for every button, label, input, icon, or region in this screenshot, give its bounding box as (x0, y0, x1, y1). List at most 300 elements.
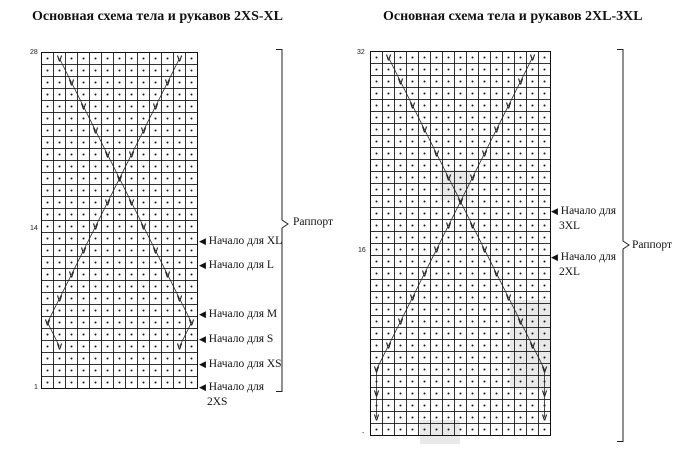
knit-stitch-dot (424, 93, 426, 95)
chart-cell (467, 52, 479, 64)
knit-stitch-dot (167, 214, 169, 216)
knit-stitch-dot (107, 190, 109, 192)
knit-stitch-dot (496, 177, 498, 179)
knit-stitch-dot (448, 93, 450, 95)
knit-stitch-dot (412, 165, 414, 167)
knit-stitch-dot (131, 334, 133, 336)
chart-cell (66, 101, 78, 113)
chart-cell (443, 388, 455, 400)
knit-stitch-dot (83, 370, 85, 372)
knit-stitch-dot (376, 261, 378, 263)
knit-stitch-dot (448, 429, 450, 431)
chart-cell (114, 293, 126, 305)
knit-stitch-dot (179, 310, 181, 312)
chart-cell (539, 220, 551, 232)
knit-stitch-dot (95, 358, 97, 360)
knit-stitch-dot (484, 237, 486, 239)
knit-stitch-dot (436, 261, 438, 263)
chart-cell (455, 340, 467, 352)
knit-stitch-dot (412, 213, 414, 215)
knit-stitch-dot (167, 70, 169, 72)
knit-stitch-dot (47, 166, 49, 168)
knit-stitch-dot (131, 322, 133, 324)
arrow-left-icon: ◀ (551, 206, 558, 216)
knit-stitch-dot (496, 309, 498, 311)
knit-stitch-dot (520, 105, 522, 107)
chart-cell (42, 233, 54, 245)
chart-cell (186, 185, 198, 197)
slip-stitch-symbol: V (56, 294, 63, 304)
chart-cell (395, 208, 407, 220)
knit-stitch-dot (460, 141, 462, 143)
chart-cell (138, 77, 150, 89)
chart-cell (162, 353, 174, 365)
knit-stitch-dot (520, 177, 522, 179)
knit-stitch-dot (388, 357, 390, 359)
knit-stitch-dot (179, 118, 181, 120)
chart-cell (443, 352, 455, 364)
knit-stitch-dot (508, 225, 510, 227)
chart-cell (467, 280, 479, 292)
knit-stitch-dot (448, 417, 450, 419)
knit-stitch-dot (83, 298, 85, 300)
chart-cell (503, 388, 515, 400)
chart-cell (407, 148, 419, 160)
knit-stitch-dot (532, 405, 534, 407)
chart-cell (90, 329, 102, 341)
chart-cell (383, 112, 395, 124)
knit-stitch-dot (47, 190, 49, 192)
chart-cell (431, 388, 443, 400)
chart-cell (515, 292, 527, 304)
knit-stitch-dot (400, 201, 402, 203)
knit-stitch-dot (47, 358, 49, 360)
knit-stitch-dot (143, 358, 145, 360)
knit-stitch-dot (472, 249, 474, 251)
knit-stitch-dot (95, 118, 97, 120)
knit-stitch-dot (388, 129, 390, 131)
knit-stitch-dot (484, 273, 486, 275)
chart-cell (479, 424, 491, 436)
chart-cell (371, 424, 383, 436)
knit-stitch-dot (388, 153, 390, 155)
knit-stitch-dot (143, 70, 145, 72)
chart-cell (527, 136, 539, 148)
knit-stitch-dot (520, 249, 522, 251)
knit-stitch-dot (436, 405, 438, 407)
knit-stitch-dot (520, 117, 522, 119)
knit-stitch-dot (508, 309, 510, 311)
knit-stitch-dot (191, 286, 193, 288)
chart-cell (66, 353, 78, 365)
chart-cell (42, 77, 54, 89)
knit-stitch-dot (155, 382, 157, 384)
chart-cell (539, 424, 551, 436)
knit-stitch-dot (119, 358, 121, 360)
chart-cell (455, 172, 467, 184)
chart-cell (90, 281, 102, 293)
knit-stitch-dot (95, 214, 97, 216)
slip-stitch-symbol: V (164, 78, 171, 88)
knit-stitch-dot (131, 358, 133, 360)
slip-stitch-symbol: V (92, 222, 99, 232)
chart-cell (90, 197, 102, 209)
chart-cell (407, 376, 419, 388)
knit-stitch-dot (71, 154, 73, 156)
knit-stitch-dot (424, 225, 426, 227)
knit-stitch-dot (448, 321, 450, 323)
knit-stitch-dot (83, 202, 85, 204)
chart-cell (419, 76, 431, 88)
knit-stitch-dot (95, 370, 97, 372)
chart-cell (138, 293, 150, 305)
chart-cell (503, 124, 515, 136)
knit-stitch-dot (376, 165, 378, 167)
chart-cell (90, 257, 102, 269)
chart-cell (383, 364, 395, 376)
chart-cell (138, 353, 150, 365)
knit-stitch-dot (508, 345, 510, 347)
chart-cell (443, 148, 455, 160)
knit-stitch-dot (191, 370, 193, 372)
chart-cell (503, 400, 515, 412)
chart-cell (431, 88, 443, 100)
chart-cell (491, 412, 503, 424)
knit-stitch-dot (107, 382, 109, 384)
knit-stitch-dot (95, 298, 97, 300)
chart-cell (395, 256, 407, 268)
knit-stitch-dot (544, 177, 546, 179)
knit-stitch-dot (179, 286, 181, 288)
chart-cell (491, 328, 503, 340)
chart-cell (455, 376, 467, 388)
knit-stitch-dot (448, 57, 450, 59)
chart-cell (66, 317, 78, 329)
knit-stitch-dot (520, 393, 522, 395)
knit-stitch-dot (508, 189, 510, 191)
knit-stitch-dot (119, 58, 121, 60)
knit-stitch-dot (448, 153, 450, 155)
knit-stitch-dot (460, 309, 462, 311)
knit-stitch-dot (544, 201, 546, 203)
chart-cell (383, 208, 395, 220)
knit-stitch-dot (131, 94, 133, 96)
knit-stitch-dot (484, 309, 486, 311)
chart-cell (419, 220, 431, 232)
chart-cell (371, 244, 383, 256)
chart-cell (503, 64, 515, 76)
chart-cell (467, 412, 479, 424)
knit-stitch-dot (155, 214, 157, 216)
chart-cell (467, 136, 479, 148)
chart-cell (527, 148, 539, 160)
knit-stitch-dot (83, 178, 85, 180)
knit-stitch-dot (107, 322, 109, 324)
knit-stitch-dot (472, 153, 474, 155)
chart-cell (102, 317, 114, 329)
knit-stitch-dot (388, 213, 390, 215)
knit-stitch-dot (436, 225, 438, 227)
slip-stitch-symbol: V (409, 293, 416, 303)
chart-cell (431, 52, 443, 64)
chart-cell (371, 328, 383, 340)
chart-cell (138, 101, 150, 113)
chart-cell (102, 125, 114, 137)
chart-cell (431, 184, 443, 196)
chart-cell (126, 221, 138, 233)
knit-stitch-dot (155, 286, 157, 288)
chart-cell (539, 100, 551, 112)
knit-stitch-dot (95, 58, 97, 60)
knit-stitch-dot (424, 165, 426, 167)
chart-cell (491, 388, 503, 400)
chart-cell (455, 244, 467, 256)
knit-stitch-dot (484, 165, 486, 167)
knit-stitch-dot (388, 381, 390, 383)
slip-stitch-symbol: V (421, 269, 428, 279)
slip-stitch-symbol: V (517, 77, 524, 87)
knit-stitch-dot (47, 274, 49, 276)
chart-cell (371, 172, 383, 184)
arrow-left-icon: ◀ (199, 382, 206, 392)
knit-stitch-dot (143, 154, 145, 156)
knit-stitch-dot (532, 129, 534, 131)
knit-stitch-dot (131, 346, 133, 348)
slip-stitch-symbol: V (176, 294, 183, 304)
chart-cell (102, 245, 114, 257)
chart-cell (102, 281, 114, 293)
knit-stitch-dot (47, 238, 49, 240)
chart-cell (419, 160, 431, 172)
knit-stitch-dot (143, 274, 145, 276)
knit-stitch-dot (83, 58, 85, 60)
knit-stitch-dot (179, 94, 181, 96)
chart-cell (455, 100, 467, 112)
knit-stitch-dot (143, 94, 145, 96)
chart-cell (407, 256, 419, 268)
slip-stitch-symbol: V (517, 317, 524, 327)
chart-cell (150, 137, 162, 149)
chart-cell (162, 197, 174, 209)
chart-cell (126, 281, 138, 293)
knit-stitch-dot (436, 165, 438, 167)
knit-stitch-dot (131, 190, 133, 192)
chart-cell (126, 65, 138, 77)
chart-cell (431, 316, 443, 328)
chart-cell (491, 232, 503, 244)
knit-stitch-dot (400, 381, 402, 383)
knit-stitch-dot (436, 129, 438, 131)
chart-cell (174, 245, 186, 257)
chart-cell (138, 197, 150, 209)
chart-cell (174, 161, 186, 173)
chart-cell (150, 377, 162, 389)
arrow-left-icon: ◀ (199, 236, 206, 246)
chart-cell (407, 184, 419, 196)
chart-cell (515, 208, 527, 220)
knit-stitch-dot (107, 250, 109, 252)
knit-stitch-dot (448, 81, 450, 83)
chart-cell (539, 256, 551, 268)
chart-cell (90, 365, 102, 377)
knit-stitch-dot (143, 382, 145, 384)
knit-stitch-dot (400, 417, 402, 419)
knit-stitch-dot (83, 346, 85, 348)
knit-stitch-dot (472, 381, 474, 383)
knit-stitch-dot (83, 82, 85, 84)
knit-stitch-dot (424, 153, 426, 155)
knit-stitch-dot (131, 166, 133, 168)
chart-cell (491, 100, 503, 112)
knit-stitch-dot (59, 94, 61, 96)
chart-cell (395, 376, 407, 388)
chart-cell (138, 317, 150, 329)
knit-stitch-dot (544, 225, 546, 227)
knit-stitch-dot (472, 333, 474, 335)
knit-stitch-dot (376, 81, 378, 83)
chart-cell (455, 304, 467, 316)
chart-cell (186, 89, 198, 101)
knit-stitch-dot (508, 369, 510, 371)
chart-cell (503, 340, 515, 352)
left-rapport-bracket (276, 49, 290, 392)
chart-cell (539, 244, 551, 256)
knit-stitch-dot (119, 370, 121, 372)
chart-cell (174, 377, 186, 389)
knit-stitch-dot (484, 297, 486, 299)
chart-cell (515, 244, 527, 256)
chart-cell (503, 208, 515, 220)
chart-cell (90, 293, 102, 305)
knit-stitch-dot (448, 141, 450, 143)
chart-cell (383, 316, 395, 328)
knit-stitch-dot (376, 309, 378, 311)
knit-stitch-dot (47, 94, 49, 96)
chart-cell (431, 124, 443, 136)
chart-cell (114, 101, 126, 113)
chart-cell (395, 364, 407, 376)
knit-stitch-dot (107, 358, 109, 360)
chart-cell (162, 101, 174, 113)
knit-stitch-dot (484, 417, 486, 419)
chart-cell (186, 377, 198, 389)
chart-cell (42, 245, 54, 257)
slip-stitch-symbol: V (409, 101, 416, 111)
chart-cell (455, 124, 467, 136)
knit-stitch-dot (143, 82, 145, 84)
knit-stitch-dot (400, 177, 402, 179)
knit-stitch-dot (83, 358, 85, 360)
chart-cell (383, 304, 395, 316)
knit-stitch-dot (107, 346, 109, 348)
chart-cell (174, 149, 186, 161)
knit-stitch-dot (496, 393, 498, 395)
knit-stitch-dot (460, 285, 462, 287)
chart-cell (126, 353, 138, 365)
knit-stitch-dot (508, 417, 510, 419)
knit-stitch-dot (376, 297, 378, 299)
knit-stitch-dot (143, 142, 145, 144)
chart-cell (150, 305, 162, 317)
knit-stitch-dot (496, 369, 498, 371)
knit-stitch-dot (532, 249, 534, 251)
chart-cell (78, 149, 90, 161)
chart-cell (114, 233, 126, 245)
knit-stitch-dot (496, 225, 498, 227)
knit-stitch-dot (436, 297, 438, 299)
chart-cell (383, 88, 395, 100)
chart-cell (42, 257, 54, 269)
knit-stitch-dot (496, 165, 498, 167)
chart-cell (126, 341, 138, 353)
chart-cell (539, 124, 551, 136)
knit-stitch-dot (71, 118, 73, 120)
chart-cell (515, 256, 527, 268)
knit-stitch-dot (47, 214, 49, 216)
knit-stitch-dot (436, 393, 438, 395)
chart-cell (150, 221, 162, 233)
knit-stitch-dot (71, 58, 73, 60)
chart-cell (539, 172, 551, 184)
chart-cell (371, 280, 383, 292)
knit-stitch-dot (412, 369, 414, 371)
knit-stitch-dot (520, 285, 522, 287)
knit-stitch-dot (484, 177, 486, 179)
knit-stitch-dot (400, 249, 402, 251)
knit-stitch-dot (472, 57, 474, 59)
chart-cell (162, 173, 174, 185)
knit-stitch-dot (71, 286, 73, 288)
knit-stitch-dot (460, 405, 462, 407)
chart-cell (395, 136, 407, 148)
knit-stitch-dot (532, 213, 534, 215)
chart-cell (114, 197, 126, 209)
knit-stitch-dot (107, 214, 109, 216)
knit-stitch-dot (424, 141, 426, 143)
chart-cell (527, 184, 539, 196)
chart-cell (383, 100, 395, 112)
chart-cell (150, 125, 162, 137)
chart-cell (126, 317, 138, 329)
chart-cell (371, 208, 383, 220)
chart-cell (539, 268, 551, 280)
chart-cell (102, 341, 114, 353)
knit-stitch-dot (460, 81, 462, 83)
chart-cell (162, 161, 174, 173)
chart-cell (186, 101, 198, 113)
knit-stitch-dot (532, 189, 534, 191)
knit-stitch-dot (155, 82, 157, 84)
slip-stitch-symbol: V (541, 413, 548, 423)
knit-stitch-dot (424, 297, 426, 299)
chart-cell (479, 364, 491, 376)
chart-cell (371, 196, 383, 208)
chart-cell (527, 280, 539, 292)
knit-stitch-dot (412, 405, 414, 407)
chart-cell (479, 220, 491, 232)
chart-cell (78, 281, 90, 293)
slip-stitch-symbol: V (164, 270, 171, 280)
chart-cell (527, 316, 539, 328)
chart-cell (54, 233, 66, 245)
knit-stitch-dot (472, 417, 474, 419)
knit-stitch-dot (484, 129, 486, 131)
slip-stitch-symbol: V (68, 78, 75, 88)
knit-stitch-dot (388, 285, 390, 287)
chart-cell (114, 341, 126, 353)
slip-stitch-symbol: V (373, 413, 380, 423)
chart-cell (527, 232, 539, 244)
